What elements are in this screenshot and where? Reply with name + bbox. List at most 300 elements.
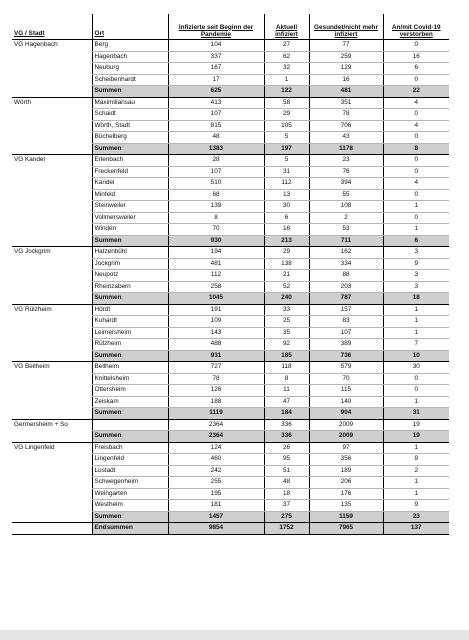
cell-verstorben: 4 — [383, 178, 449, 190]
cell-vg — [12, 396, 92, 408]
table-row — [12, 51, 449, 63]
cell-verstorben: 0 — [383, 189, 449, 201]
cell-infiziert: 413 — [168, 97, 264, 109]
cell-vg — [12, 270, 92, 282]
cell-aktuell: 92 — [264, 339, 309, 351]
cell-vg: VG Hagenbach — [14, 41, 58, 49]
cell-verstorben: 6 — [383, 63, 449, 75]
cell-verstorben: 1 — [383, 316, 449, 328]
cell-aktuell: 1752 — [264, 523, 309, 535]
cell-gesundet: 78 — [309, 109, 383, 121]
cell-infiziert: 195 — [168, 488, 264, 500]
cell-vg — [12, 212, 92, 224]
cell-infiziert: 70 — [168, 224, 264, 236]
cell-vg — [12, 224, 92, 236]
cell-verstorben: 1 — [383, 224, 449, 236]
cell-gesundet: 736 — [309, 350, 383, 362]
grand-total-row — [12, 523, 449, 535]
cell-verstorben: 1 — [383, 201, 449, 213]
cell-gesundet: 706 — [309, 120, 383, 132]
cell-verstorben: 19 — [383, 419, 449, 431]
cell-infiziert: 9854 — [168, 523, 264, 535]
cell-verstorben: 4 — [383, 97, 449, 109]
header-gesundet: Gesundet/nicht mehr infiziert — [309, 14, 383, 40]
cell-aktuell: 197 — [264, 143, 309, 155]
cell-verstorben: 23 — [383, 511, 449, 523]
cell-vg — [12, 350, 92, 362]
cell-vg — [12, 293, 92, 305]
cell-gesundet: 259 — [309, 51, 383, 63]
cell-gesundet: 77 — [309, 40, 383, 52]
cell-ort: Ottersheim — [92, 385, 168, 397]
table-row — [12, 109, 449, 121]
cell-vg — [12, 488, 92, 500]
cell-aktuell: 275 — [264, 511, 309, 523]
table-row — [12, 373, 449, 385]
table-row — [12, 132, 449, 144]
cell-verstorben: 3 — [383, 247, 449, 259]
cell-vg — [12, 339, 92, 351]
cell-aktuell: 138 — [264, 258, 309, 270]
summary-row — [12, 235, 449, 247]
cell-aktuell: 32 — [264, 63, 309, 75]
cell-verstorben: 16 — [383, 51, 449, 63]
cell-gesundet: 157 — [309, 304, 383, 316]
table-row — [12, 500, 449, 512]
cell-infiziert: 17 — [168, 74, 264, 86]
cell-gesundet: 206 — [309, 477, 383, 489]
cell-vg — [12, 316, 92, 328]
cell-infiziert: 78 — [168, 373, 264, 385]
cell-infiziert: 28 — [168, 155, 264, 167]
cell-verstorben: 0 — [383, 74, 449, 86]
table-row — [12, 465, 449, 477]
cell-ort: Hagenbach — [92, 51, 168, 63]
covid-cases-table — [12, 14, 449, 535]
cell-aktuell: 26 — [264, 442, 309, 454]
cell-vg: Wörth — [14, 98, 32, 106]
cell-infiziert: 48 — [168, 132, 264, 144]
cell-vg — [12, 235, 92, 247]
cell-infiziert: 625 — [168, 86, 264, 98]
cell-ort: Schaidt — [92, 109, 168, 121]
cell-verstorben: 0 — [383, 132, 449, 144]
cell-vg — [12, 51, 92, 63]
cell-infiziert: 1457 — [168, 511, 264, 523]
cell-ort: Weingarten — [92, 488, 168, 500]
cell-vg: Germersheim + So — [14, 420, 68, 428]
cell-gesundet: 55 — [309, 189, 383, 201]
cell-gesundet: 481 — [309, 86, 383, 98]
cell-gesundet: 904 — [309, 408, 383, 420]
cell-gesundet: 2009 — [309, 431, 383, 443]
summary-row — [12, 350, 449, 362]
cell-ort: Rheinzabern — [92, 281, 168, 293]
cell-infiziert: 337 — [168, 51, 264, 63]
table-row — [12, 396, 449, 408]
cell-gesundet: 16 — [309, 74, 383, 86]
cell-ort: Summen — [92, 86, 168, 98]
cell-vg — [12, 166, 92, 178]
cell-gesundet: 334 — [309, 258, 383, 270]
cell-gesundet: 135 — [309, 500, 383, 512]
cell-verstorben: 0 — [383, 385, 449, 397]
cell-infiziert: 242 — [168, 465, 264, 477]
cell-ort: Westheim — [92, 500, 168, 512]
cell-vg — [12, 63, 92, 75]
cell-ort: Neupotz — [92, 270, 168, 282]
cell-vg — [12, 178, 92, 190]
cell-infiziert: 488 — [168, 339, 264, 351]
cell-gesundet: 140 — [309, 396, 383, 408]
cell-aktuell: 112 — [264, 178, 309, 190]
cell-vg: VG Rülzheim — [14, 305, 52, 313]
cell-infiziert: 460 — [168, 454, 264, 466]
cell-gesundet: 394 — [309, 178, 383, 190]
cell-ort: Scheibenhardt — [92, 74, 168, 86]
cell-aktuell: 16 — [264, 224, 309, 236]
cell-ort: Minfeld — [92, 189, 168, 201]
cell-verstorben: 6 — [383, 235, 449, 247]
cell-ort: Winden — [92, 224, 168, 236]
cell-aktuell: 6 — [264, 212, 309, 224]
header-ort: Ort — [92, 14, 168, 40]
cell-vg — [12, 408, 92, 420]
cell-verstorben: 31 — [383, 408, 449, 420]
table-row — [12, 488, 449, 500]
cell-ort: Schwegenheim — [92, 477, 168, 489]
cell-verstorben: 0 — [383, 109, 449, 121]
table-row — [12, 385, 449, 397]
table-row — [12, 97, 449, 109]
cell-verstorben: 22 — [383, 86, 449, 98]
cell-aktuell: 52 — [264, 281, 309, 293]
table-body — [12, 40, 449, 535]
cell-infiziert: 255 — [168, 477, 264, 489]
cell-verstorben: 30 — [383, 362, 449, 374]
cell-infiziert: 930 — [168, 235, 264, 247]
cell-gesundet: 1159 — [309, 511, 383, 523]
cell-infiziert: 481 — [168, 258, 264, 270]
cell-aktuell: 213 — [264, 235, 309, 247]
table-header — [12, 14, 449, 40]
cell-infiziert: 2364 — [168, 419, 264, 431]
cell-verstorben: 7 — [383, 339, 449, 351]
table-row — [12, 339, 449, 351]
header-vg-stadt: VG / Stadt — [14, 30, 45, 38]
cell-infiziert: 8 — [168, 212, 264, 224]
cell-vg: VG Bellheim — [14, 363, 50, 371]
cell-infiziert: 181 — [168, 500, 264, 512]
summary-row — [12, 431, 449, 443]
summary-row — [12, 86, 449, 98]
cell-aktuell: 47 — [264, 396, 309, 408]
table-row — [12, 419, 449, 431]
table-row — [12, 477, 449, 489]
cell-verstorben: 18 — [383, 293, 449, 305]
cell-gesundet: 23 — [309, 155, 383, 167]
cell-gesundet: 351 — [309, 97, 383, 109]
cell-aktuell: 5 — [264, 132, 309, 144]
table-row — [12, 40, 449, 52]
summary-row — [12, 511, 449, 523]
cell-gesundet: 108 — [309, 201, 383, 213]
table-row — [12, 258, 449, 270]
cell-infiziert: 112 — [168, 270, 264, 282]
cell-verstorben: 2 — [383, 465, 449, 477]
cell-vg — [12, 132, 92, 144]
table-row — [12, 201, 449, 213]
cell-infiziert: 188 — [168, 396, 264, 408]
cell-infiziert: 68 — [168, 189, 264, 201]
cell-ort: Lustadt — [92, 465, 168, 477]
cell-infiziert: 143 — [168, 327, 264, 339]
cell-vg — [12, 189, 92, 201]
viewer-bottom-bar — [0, 630, 469, 640]
cell-verstorben: 4 — [383, 120, 449, 132]
cell-vg — [12, 143, 92, 155]
cell-verstorben: 9 — [383, 454, 449, 466]
summary-row — [12, 293, 449, 305]
table-row — [12, 178, 449, 190]
cell-gesundet: 389 — [309, 339, 383, 351]
cell-verstorben: 3 — [383, 281, 449, 293]
cell-verstorben: 1 — [383, 327, 449, 339]
cell-vg — [12, 86, 92, 98]
cell-ort: Hatzenbühl — [92, 247, 168, 259]
cell-ort: Leimersheim — [92, 327, 168, 339]
cell-vg — [12, 201, 92, 213]
cell-ort: Jockgrim — [92, 258, 168, 270]
table-row — [12, 166, 449, 178]
cell-verstorben: 0 — [383, 166, 449, 178]
table-row — [12, 454, 449, 466]
cell-verstorben: 19 — [383, 431, 449, 443]
cell-gesundet: 70 — [309, 373, 383, 385]
cell-infiziert: 191 — [168, 304, 264, 316]
table-row — [12, 362, 449, 374]
cell-gesundet: 97 — [309, 442, 383, 454]
cell-ort: Freckenfeld — [92, 166, 168, 178]
cell-ort: Kandel — [92, 178, 168, 190]
cell-infiziert: 167 — [168, 63, 264, 75]
cell-aktuell: 25 — [264, 316, 309, 328]
summary-row — [12, 408, 449, 420]
table-row — [12, 316, 449, 328]
cell-ort: Kuhardt — [92, 316, 168, 328]
cell-vg — [12, 500, 92, 512]
cell-aktuell: 118 — [264, 362, 309, 374]
cell-infiziert: 107 — [168, 166, 264, 178]
header-verstorben: An/mit Covid-19 verstorben — [383, 14, 449, 40]
cell-gesundet: 176 — [309, 488, 383, 500]
cell-ort: Wörth, Stadt — [92, 120, 168, 132]
cell-ort: Knittelsheim — [92, 373, 168, 385]
cell-ort: Lingenfeld — [92, 454, 168, 466]
cell-aktuell: 8 — [264, 373, 309, 385]
cell-gesundet: 579 — [309, 362, 383, 374]
table-row — [12, 247, 449, 259]
cell-ort: Steinweiler — [92, 201, 168, 213]
cell-vg — [12, 523, 92, 535]
cell-gesundet: 189 — [309, 465, 383, 477]
cell-infiziert: 510 — [168, 178, 264, 190]
cell-aktuell: 5 — [264, 155, 309, 167]
cell-aktuell: 37 — [264, 500, 309, 512]
cell-ort: Zeiskam — [92, 396, 168, 408]
cell-aktuell: 336 — [264, 419, 309, 431]
cell-gesundet: 129 — [309, 63, 383, 75]
cell-aktuell: 48 — [264, 477, 309, 489]
cell-vg — [12, 327, 92, 339]
cell-ort: Summen — [92, 408, 168, 420]
cell-infiziert: 107 — [168, 109, 264, 121]
cell-verstorben: 137 — [383, 523, 449, 535]
cell-verstorben: 0 — [383, 155, 449, 167]
cell-ort: Summen — [92, 511, 168, 523]
cell-infiziert: 1119 — [168, 408, 264, 420]
cell-verstorben: 0 — [383, 373, 449, 385]
table-row — [12, 63, 449, 75]
cell-ort: Vollmersweiler — [92, 212, 168, 224]
cell-vg — [12, 385, 92, 397]
cell-verstorben: 1 — [383, 477, 449, 489]
header-aktuell: Aktuell infiziert — [264, 14, 309, 40]
cell-ort: Summen — [92, 143, 168, 155]
cell-ort: Büchelberg — [92, 132, 168, 144]
cell-verstorben: 0 — [383, 40, 449, 52]
cell-aktuell: 185 — [264, 350, 309, 362]
cell-ort — [92, 419, 168, 431]
cell-gesundet: 53 — [309, 224, 383, 236]
cell-infiziert: 139 — [168, 201, 264, 213]
cell-vg: VG Kandel — [14, 156, 45, 164]
cell-aktuell: 21 — [264, 270, 309, 282]
cell-gesundet: 203 — [309, 281, 383, 293]
table-row — [12, 442, 449, 454]
cell-verstorben: 8 — [383, 143, 449, 155]
cell-vg — [12, 511, 92, 523]
cell-ort: Endsummen — [92, 523, 168, 535]
cell-gesundet: 83 — [309, 316, 383, 328]
cell-aktuell: 51 — [264, 465, 309, 477]
cell-infiziert: 727 — [168, 362, 264, 374]
cell-infiziert: 2364 — [168, 431, 264, 443]
cell-infiziert: 124 — [168, 442, 264, 454]
cell-infiziert: 109 — [168, 316, 264, 328]
table-row — [12, 189, 449, 201]
cell-ort: Freisbach — [92, 442, 168, 454]
cell-aktuell: 184 — [264, 408, 309, 420]
table-row — [12, 304, 449, 316]
table-row — [12, 327, 449, 339]
cell-aktuell: 27 — [264, 40, 309, 52]
cell-aktuell: 30 — [264, 201, 309, 213]
cell-ort: Summen — [92, 293, 168, 305]
cell-vg — [12, 120, 92, 132]
cell-aktuell: 122 — [264, 86, 309, 98]
cell-vg — [12, 281, 92, 293]
cell-vg — [12, 109, 92, 121]
cell-gesundet: 162 — [309, 247, 383, 259]
cell-vg — [12, 373, 92, 385]
cell-aktuell: 105 — [264, 120, 309, 132]
cell-gesundet: 787 — [309, 293, 383, 305]
cell-verstorben: 10 — [383, 350, 449, 362]
table-row — [12, 120, 449, 132]
cell-verstorben: 1 — [383, 488, 449, 500]
cell-ort: Maximiliansau — [92, 97, 168, 109]
cell-ort: Bellheim — [92, 362, 168, 374]
cell-aktuell: 58 — [264, 97, 309, 109]
table-row — [12, 155, 449, 167]
cell-aktuell: 13 — [264, 189, 309, 201]
cell-gesundet: 2009 — [309, 419, 383, 431]
table-row — [12, 224, 449, 236]
cell-verstorben: 0 — [383, 212, 449, 224]
cell-aktuell: 33 — [264, 304, 309, 316]
cell-aktuell: 35 — [264, 327, 309, 339]
cell-ort: Hördt — [92, 304, 168, 316]
cell-ort: Summen — [92, 431, 168, 443]
cell-infiziert: 258 — [168, 281, 264, 293]
cell-gesundet: 88 — [309, 270, 383, 282]
cell-vg — [12, 431, 92, 443]
cell-aktuell: 62 — [264, 51, 309, 63]
cell-gesundet: 2 — [309, 212, 383, 224]
cell-infiziert: 1045 — [168, 293, 264, 305]
table-row — [12, 281, 449, 293]
cell-infiziert: 815 — [168, 120, 264, 132]
cell-aktuell: 95 — [264, 454, 309, 466]
cell-ort: Neuburg — [92, 63, 168, 75]
cell-infiziert: 1383 — [168, 143, 264, 155]
cell-infiziert: 104 — [168, 40, 264, 52]
cell-infiziert: 931 — [168, 350, 264, 362]
cell-aktuell: 29 — [264, 109, 309, 121]
table-row — [12, 212, 449, 224]
cell-gesundet: 43 — [309, 132, 383, 144]
cell-vg — [12, 74, 92, 86]
cell-gesundet: 711 — [309, 235, 383, 247]
cell-infiziert: 194 — [168, 247, 264, 259]
summary-row — [12, 143, 449, 155]
cell-aktuell: 31 — [264, 166, 309, 178]
cell-verstorben: 1 — [383, 396, 449, 408]
cell-vg — [12, 454, 92, 466]
cell-aktuell: 1 — [264, 74, 309, 86]
cell-ort: Erlenbach — [92, 155, 168, 167]
cell-gesundet: 76 — [309, 166, 383, 178]
cell-gesundet: 7965 — [309, 523, 383, 535]
cell-vg: VG Jockgrim — [14, 248, 51, 256]
cell-vg — [12, 477, 92, 489]
cell-aktuell: 336 — [264, 431, 309, 443]
cell-aktuell: 11 — [264, 385, 309, 397]
cell-aktuell: 29 — [264, 247, 309, 259]
cell-aktuell: 18 — [264, 488, 309, 500]
cell-ort: Summen — [92, 235, 168, 247]
cell-vg — [12, 258, 92, 270]
cell-ort: Berg — [92, 40, 168, 52]
cell-verstorben: 3 — [383, 270, 449, 282]
cell-infiziert: 126 — [168, 385, 264, 397]
table-row — [12, 270, 449, 282]
cell-verstorben: 9 — [383, 258, 449, 270]
cell-vg — [12, 465, 92, 477]
cell-verstorben: 1 — [383, 304, 449, 316]
cell-verstorben: 9 — [383, 500, 449, 512]
